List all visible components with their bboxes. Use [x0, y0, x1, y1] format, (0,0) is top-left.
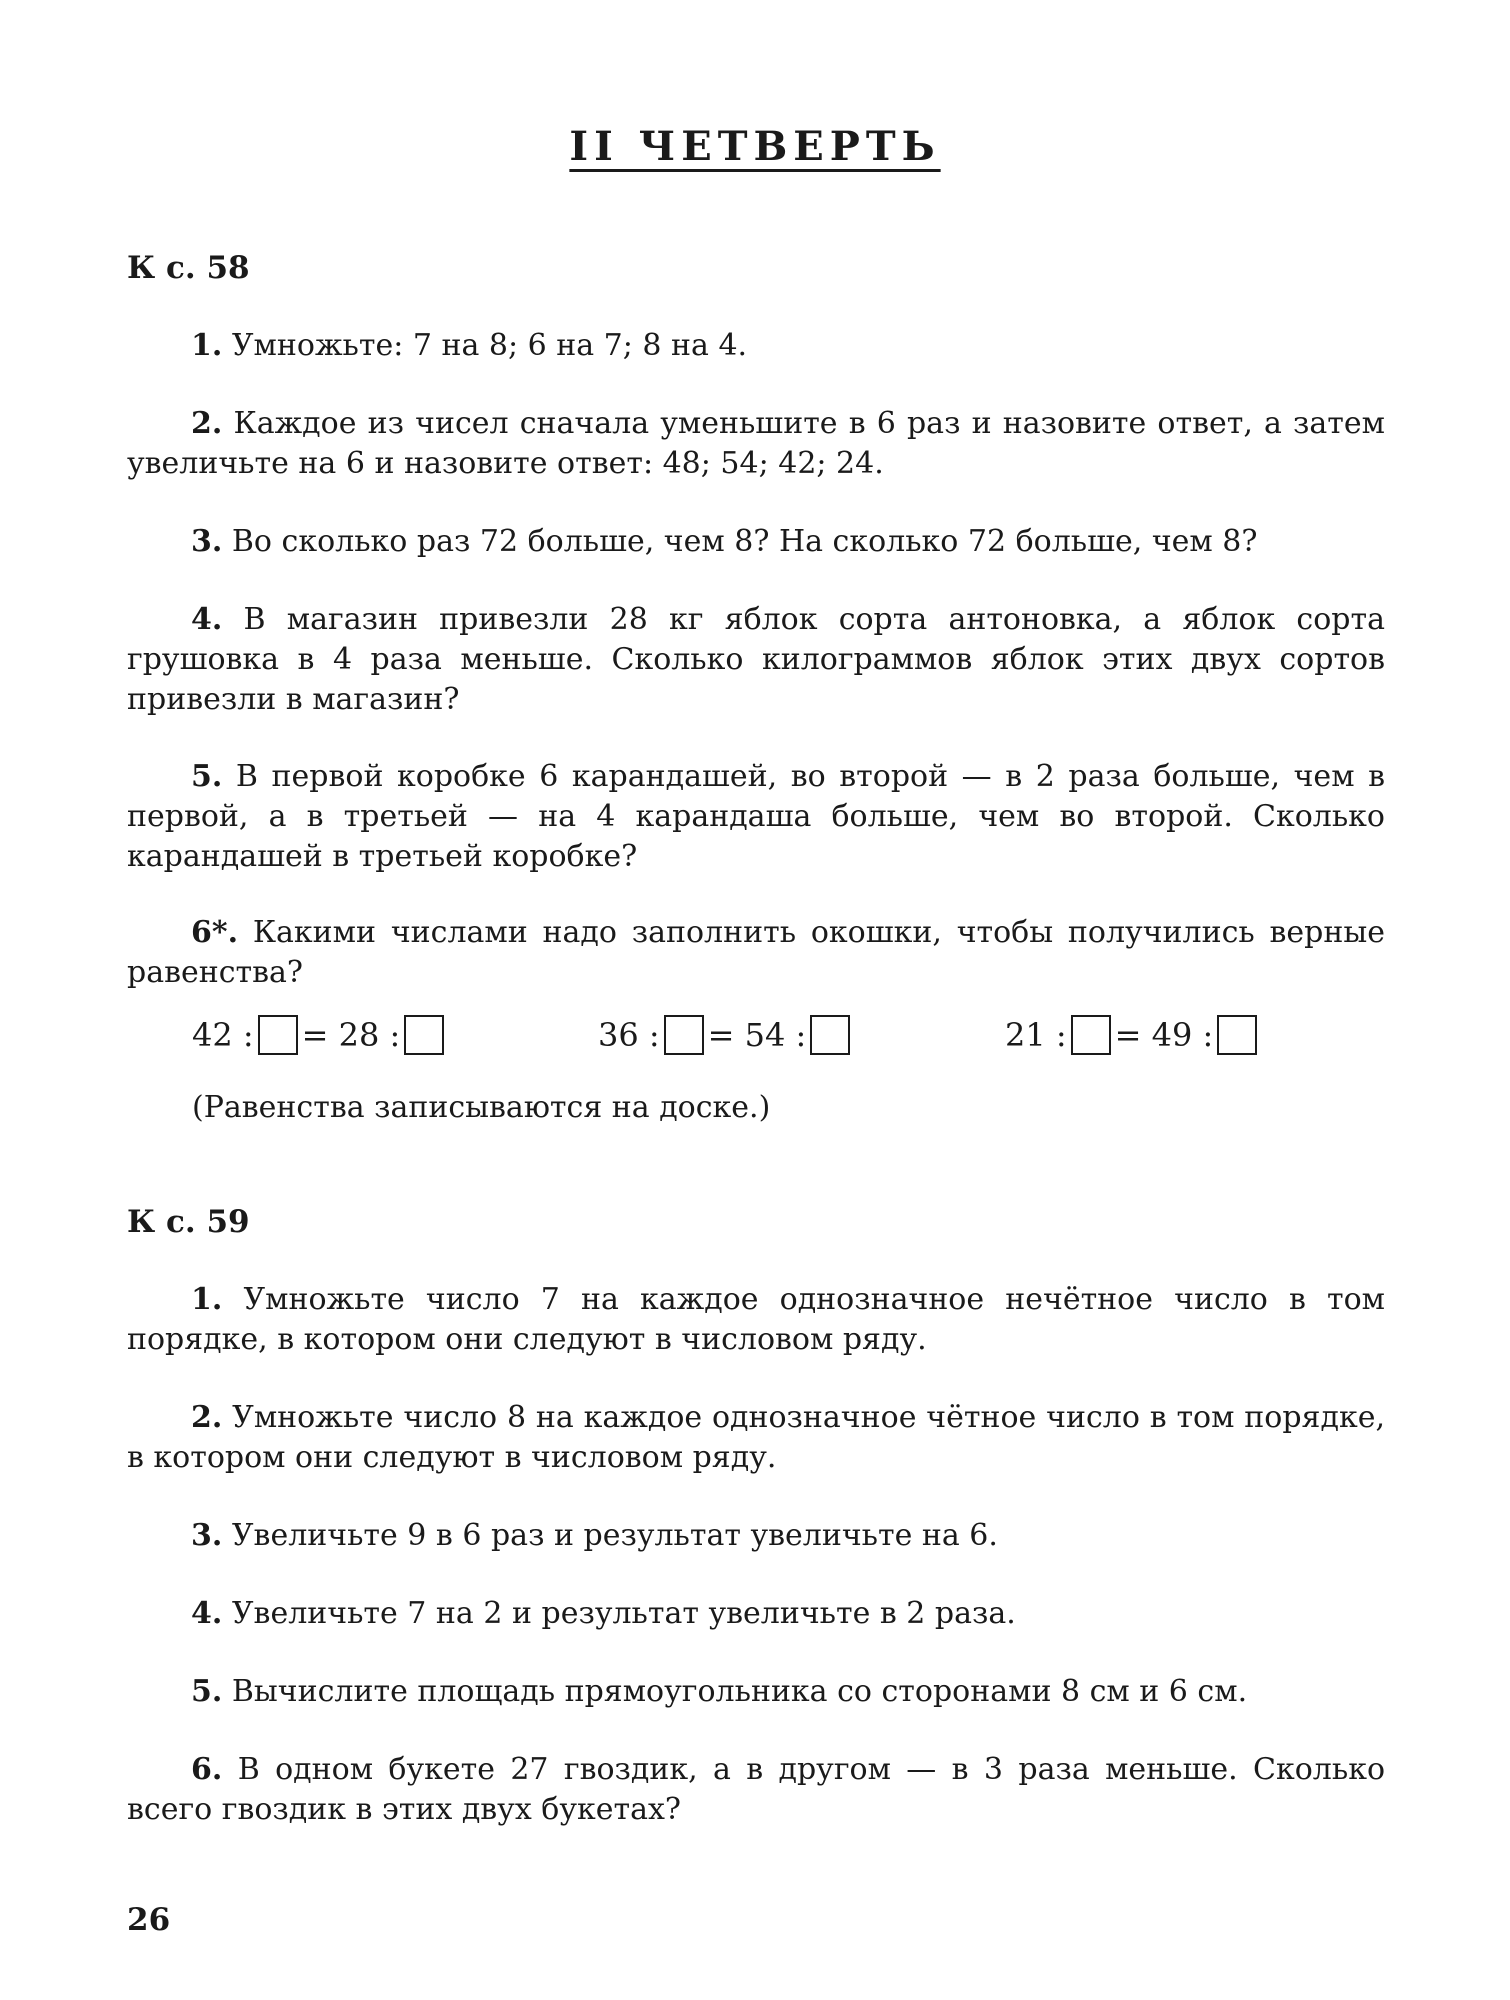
task-text: Увеличьте 7 на 2 и результат увеличьте в 2 раза. — [231, 1596, 1016, 1631]
task-text: Увеличьте 9 в 6 раз и результат увеличьте на 6. — [231, 1518, 998, 1553]
task-p58-6 — [127, 913, 1385, 993]
task-text: В первой коробке 6 карандашей, во второй — в 2 раза больше, чем в первой, а в третьей — на 4 карандаша больше, чем во второй. Сколько карандашей в третьей коробке? — [127, 759, 1385, 874]
task-number: 4. — [191, 602, 223, 637]
task-number: 2. — [191, 406, 223, 441]
blank-box[interactable] — [1071, 1015, 1111, 1055]
equation-left: 36 : — [598, 1016, 660, 1054]
board-note: (Равенства записываются на доске.) — [192, 1090, 771, 1125]
task-p59-6 — [127, 1750, 1385, 1830]
task-p58-3 — [127, 522, 1385, 562]
section-heading-p59: К с. 59 — [127, 1204, 250, 1240]
task-number: 4. — [191, 1596, 223, 1631]
task-text: Умножьте число 7 на каждое однозначное нечётное число в том порядке, в котором они следуют в числовом ряду. — [127, 1282, 1385, 1357]
task-number: 2. — [191, 1400, 223, 1435]
task-number: 3. — [191, 524, 223, 559]
task-p59-3 — [127, 1516, 1385, 1556]
page-number: 26 — [127, 1902, 171, 1938]
task-p58-2 — [127, 404, 1385, 484]
blank-box[interactable] — [664, 1015, 704, 1055]
task-number: 1. — [191, 1282, 223, 1317]
task-number: 1. — [191, 328, 223, 363]
task-number: 3. — [191, 1518, 223, 1553]
task-p59-4 — [127, 1594, 1385, 1634]
task-text: В магазин привезли 28 кг яблок сорта антоновка, а яблок сорта грушовка в 4 раза меньше. Сколько килограммов яблок этих двух сортов привезли в магазин? — [127, 602, 1385, 717]
blank-box[interactable] — [258, 1015, 298, 1055]
blank-box[interactable] — [810, 1015, 850, 1055]
task-p58-4 — [127, 600, 1385, 720]
task-p59-2 — [127, 1398, 1385, 1478]
equation-left: 42 : — [192, 1016, 254, 1054]
task-text: В одном букете 27 гвоздик, а в другом — в 3 раза меньше. Сколько всего гвоздик в этих двух букетах? — [127, 1752, 1386, 1827]
task-text: Вычислите площадь прямоугольника со сторонами 8 см и 6 см. — [231, 1674, 1248, 1709]
task-text: Какими числами надо заполнить окошки, чтобы получились верные равенства? — [127, 915, 1385, 990]
section-heading-p58: К с. 58 — [127, 250, 250, 286]
equation-1 — [192, 1010, 448, 1060]
task-p59-1 — [127, 1280, 1385, 1360]
blank-box[interactable] — [1217, 1015, 1257, 1055]
task-text: Умножьте: 7 на 8; 6 на 7; 8 на 4. — [231, 328, 748, 363]
task-text: Во сколько раз 72 больше, чем 8? На сколько 72 больше, чем 8? — [231, 524, 1258, 559]
equation-middle: = 49 : — [1114, 1016, 1214, 1054]
equation-middle: = 28 : — [301, 1016, 401, 1054]
task-text: Умножьте число 8 на каждое однозначное чётное число в том порядке, в котором они следуют в числовом ряду. — [127, 1400, 1385, 1475]
equation-left: 21 : — [1005, 1016, 1067, 1054]
equation-middle: = 54 : — [707, 1016, 807, 1054]
page-title: II ЧЕТВЕРТЬ — [569, 123, 941, 170]
task-text: Каждое из чисел сначала уменьшите в 6 раз и назовите ответ, а затем увеличьте на 6 и назовите ответ: 48; 54; 42; 24. — [127, 406, 1385, 481]
task-p58-1 — [127, 326, 1385, 366]
equation-2 — [598, 1010, 854, 1060]
task-number: 5. — [191, 759, 223, 794]
task-p58-5 — [127, 757, 1385, 877]
equation-3 — [1005, 1010, 1261, 1060]
task-number: 6. — [191, 1752, 223, 1787]
task-number: 6*. — [191, 915, 239, 950]
task-number: 5. — [191, 1674, 223, 1709]
blank-box[interactable] — [404, 1015, 444, 1055]
task-p59-5 — [127, 1672, 1385, 1712]
